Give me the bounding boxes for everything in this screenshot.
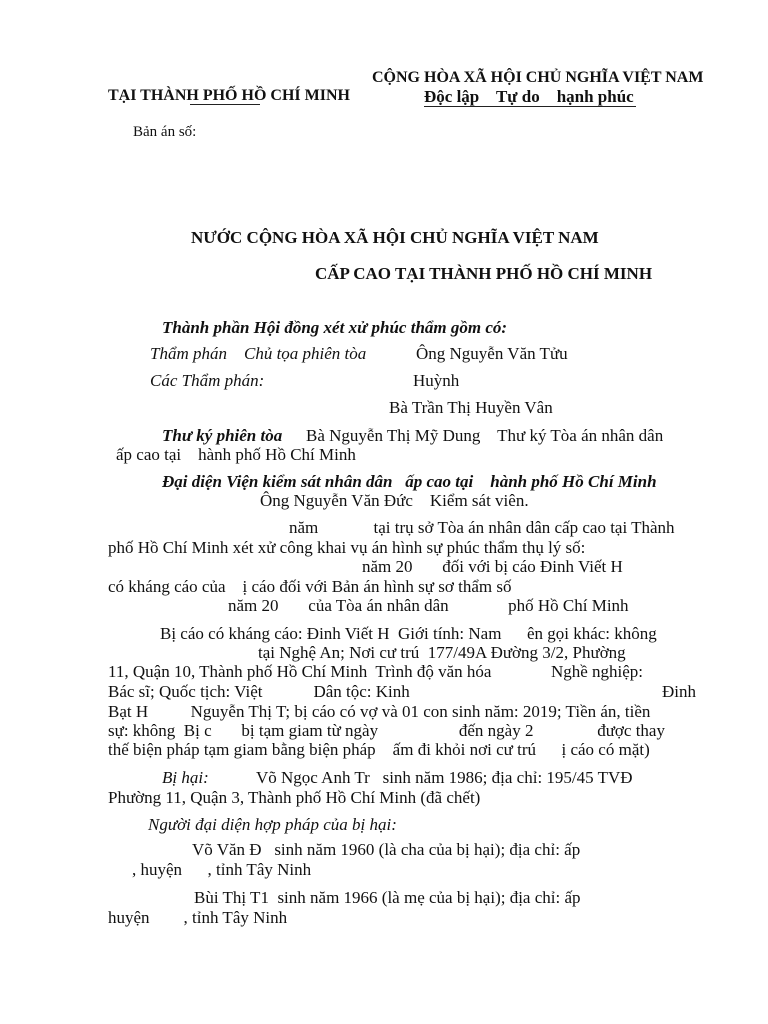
procuracy-prosecutor: Ông Nguyễn Văn Đức Kiểm sát viên. (260, 491, 529, 510)
court-name: TẠI THÀNH PHỐ HỒ CHÍ MINH (108, 87, 350, 104)
para1-line-4: có kháng cáo của ị cáo đối với Bản án hình sự sơ thẩm số (108, 577, 512, 596)
para1-line-5: năm 20 của Tòa án nhân dân phố Hồ Chí Minh (228, 596, 629, 615)
para2-line-4b: Đinh (662, 682, 696, 701)
document-title: NƯỚC CỘNG HÒA XÃ HỘI CHỦ NGHĨA VIỆT NAM (191, 228, 599, 247)
header-right-rule (424, 106, 636, 107)
para2-line-4: Bác sĩ; Quốc tịch: Việt Dân tộc: Kinh (108, 682, 410, 701)
national-motto: Độc lập Tự do hạnh phúc (424, 87, 634, 106)
procuracy-label: Đại diện Viện kiểm sát nhân dân ấp cao tại hành phố Hồ Chí Minh (162, 472, 657, 491)
para2-line-7: thế biện pháp tạm giam bằng biện pháp ấm đi khỏi nơi cư trú ị cáo có mặt) (108, 740, 650, 759)
representative-2: Bùi Thị T1 sinh năm 1966 (là mẹ của bị hại); địa chỉ: ấp (194, 888, 581, 907)
national-title: CỘNG HÒA XÃ HỘI CHỦ NGHĨA VIỆT NAM (372, 69, 704, 86)
victim-label: Bị hại: (162, 768, 209, 787)
para1-line-1: năm tại trụ sở Tòa án nhân dân cấp cao tại Thành (289, 518, 675, 537)
clerk-label: Thư ký phiên tòa (162, 426, 283, 445)
para2-line-5: Bạt H Nguyễn Thị T; bị cáo có vợ và 01 con sinh năm: 2019; Tiền án, tiền (108, 702, 651, 721)
verdict-number: Bản án số: (133, 124, 197, 140)
para2-line-3: 11, Quận 10, Thành phố Hồ Chí Minh Trình độ văn hóa Nghề nghiệp: (108, 662, 644, 681)
representative-2-address: huyện , tỉnh Tây Ninh (108, 908, 288, 927)
judge-3-name: Bà Trần Thị Huyền Vân (389, 398, 553, 417)
judges-label: Các Thẩm phán: (150, 371, 265, 390)
judge-2-name: Huỳnh (413, 371, 460, 390)
para1-line-3: năm 20 đối với bị cáo Đinh Viết H (362, 557, 623, 576)
victim-text-2: Phường 11, Quận 3, Thành phố Hồ Chí Minh (đã chết) (108, 788, 481, 807)
header-left-rule (190, 104, 260, 105)
court-title: CẤP CAO TẠI THÀNH PHỐ HỒ CHÍ MINH (315, 264, 653, 283)
panel-heading: Thành phần Hội đồng xét xử phúc thẩm gồm có: (162, 318, 508, 337)
presiding-judge-label: Thẩm phán Chủ tọa phiên tòa (150, 344, 367, 363)
presiding-judge-name: Ông Nguyễn Văn Tửu (416, 344, 568, 363)
para2-line-2: tại Nghệ An; Nơi cư trú 177/49A Đường 3/2, Phường (258, 643, 626, 662)
representative-1-address: , huyện , tỉnh Tây Ninh (132, 860, 312, 879)
clerk-text-2: ấp cao tại hành phố Hồ Chí Minh (116, 445, 356, 464)
clerk-text: Bà Nguyễn Thị Mỹ Dung Thư ký Tòa án nhân dân (306, 426, 664, 445)
para2-line-6: sự: không Bị c bị tạm giam từ ngày đến ngày 2 được thay (108, 721, 665, 740)
para1-line-2: phố Hồ Chí Minh xét xử công khai vụ án hình sự phúc thẩm thụ lý số: (108, 538, 586, 557)
para2-line-1: Bị cáo có kháng cáo: Đinh Viết H Giới tính: Nam ên gọi khác: không (160, 624, 657, 643)
representative-1: Võ Văn Đ sinh năm 1960 (là cha của bị hại); địa chỉ: ấp (192, 840, 581, 859)
victim-text: Võ Ngọc Anh Tr sinh năm 1986; địa chỉ: 195/45 TVĐ (256, 768, 633, 787)
representatives-heading: Người đại diện hợp pháp của bị hại: (148, 815, 397, 834)
